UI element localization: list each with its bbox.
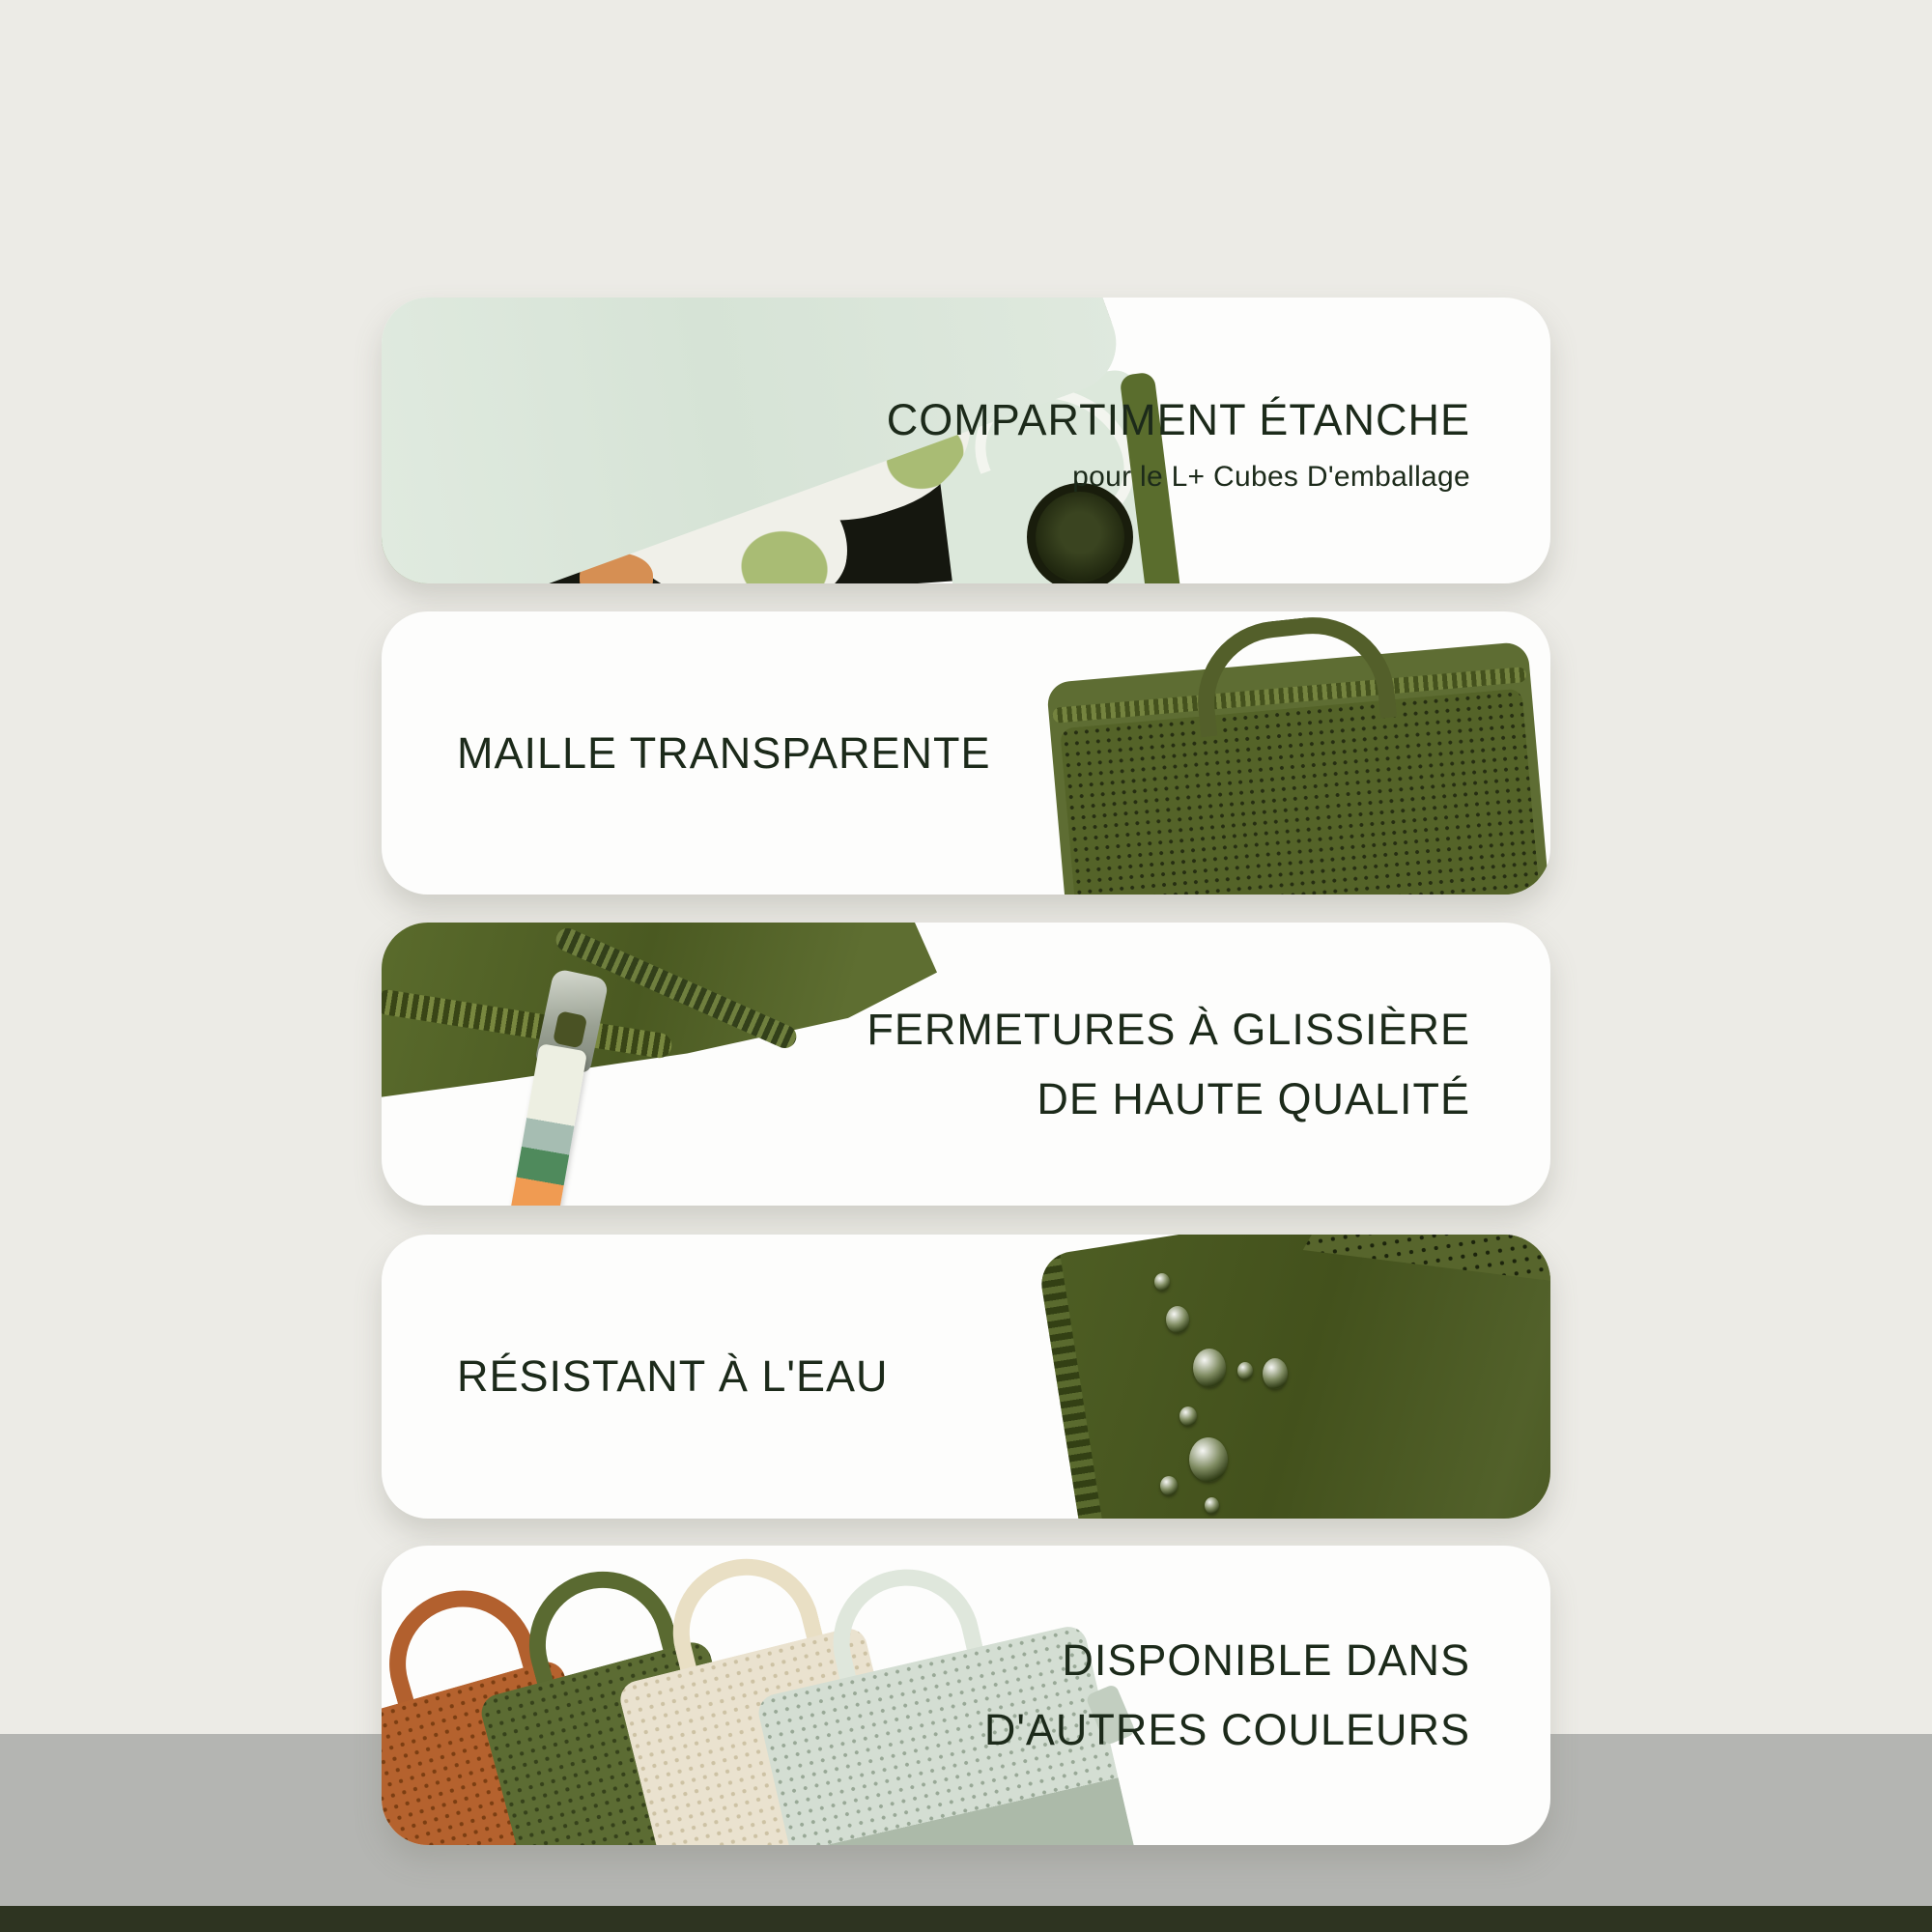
feature-title: MAILLE TRANSPARENTE: [457, 727, 991, 778]
feature-text: [867, 923, 1470, 1206]
feature-title: COMPARTIMENT ÉTANCHE: [886, 395, 1470, 444]
zipper-edge-shape: [1037, 1253, 1119, 1519]
feature-title-line2: DE HAUTE QUALITÉ: [1037, 1073, 1470, 1123]
feature-card-water-resistant: [382, 1235, 1550, 1519]
fabric-panel-shape: [1037, 1235, 1550, 1519]
feature-text: [457, 611, 990, 895]
feature-text: [887, 298, 1470, 583]
water-drop: [1166, 1306, 1189, 1333]
handle-shape: [1190, 611, 1398, 737]
water-drop: [1160, 1476, 1178, 1495]
feature-card-other-colors: [382, 1546, 1550, 1845]
water-drop: [1237, 1362, 1253, 1379]
footer-strip: [0, 1906, 1932, 1932]
water-drop: [1263, 1358, 1288, 1389]
feature-title-line2: D'AUTRES COULEURS: [983, 1705, 1470, 1754]
water-drop: [1154, 1273, 1170, 1291]
feature-text: [457, 1235, 889, 1519]
water-drop: [1189, 1437, 1228, 1482]
mesh-texture: [1295, 1235, 1550, 1365]
feature-card-transparent-mesh: [382, 611, 1550, 895]
water-drop: [1193, 1349, 1226, 1387]
feature-title-line1: FERMETURES À GLISSIÈRE: [867, 1004, 1470, 1054]
feature-text: [984, 1546, 1470, 1845]
water-drop: [1179, 1406, 1197, 1426]
water-drop: [1205, 1497, 1219, 1514]
feature-card-quality-zippers: [382, 923, 1550, 1206]
feature-title-line1: DISPONIBLE DANS: [1062, 1635, 1470, 1685]
feature-subtitle: pour le L+ Cubes D'emballage: [1072, 461, 1470, 493]
feature-title: RÉSISTANT À L'EAU: [457, 1351, 889, 1401]
feature-card-waterproof-compartment: [382, 298, 1550, 583]
